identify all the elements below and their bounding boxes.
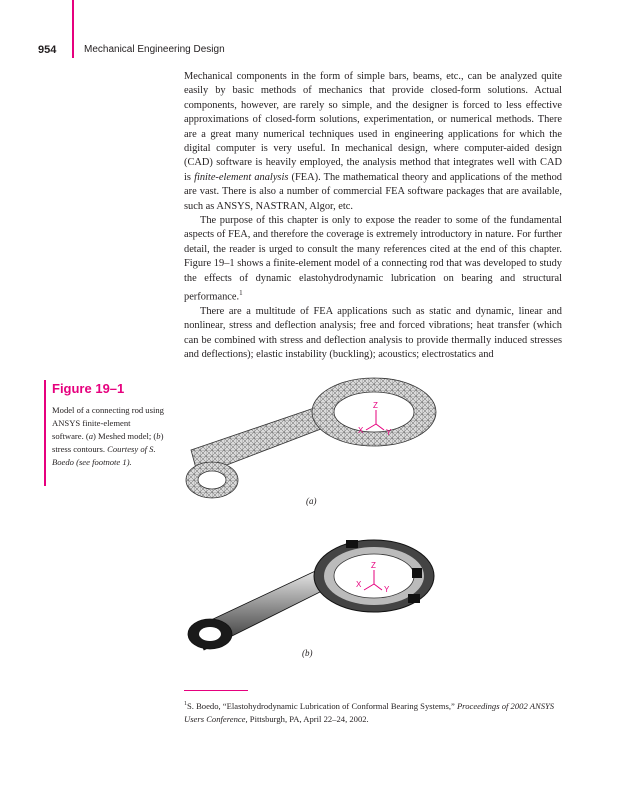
paragraph-1: Mechanical components in the form of simple bars, beams, etc., can be analyzed quite easily by basic methods of mechanics that provide closed-form solutions. Actual components, however, are rarely so simple, and the designer is forced to less effective approximations of closed-form solutions, experimentation, or numerical methods. There are a great many numerical techniques used in engineering applications for which the digital computer is very useful. In mechanical design, where computer-aided design (CAD) software is heavily employed, the analysis method that integrates well with CAD is finite-element analysis (FEA). The mathematical theory and applications of the method are vast. There is also a number of commercial FEA software packages that are available, such as ANSYS, NASTRAN, Algor, etc.: [184, 71, 563, 212]
axis-x-label-b: X: [356, 580, 362, 589]
footnote-rule: [184, 690, 248, 691]
figure-caption: Model of a connecting rod using ANSYS finite-element software. (a) Meshed model; (b) stress contours. Courtesy of S. Boedo (see footnote 1).: [52, 405, 164, 467]
caption-rule: [44, 380, 46, 486]
stress-contours-image: [176, 532, 456, 662]
page-number: 954: [38, 44, 57, 56]
axis-y-label-a: Y: [386, 428, 392, 437]
axis-y-label-b: Y: [384, 585, 390, 594]
meshed-model-image: [176, 372, 456, 502]
footnote-ref[interactable]: 1: [239, 289, 243, 298]
paragraph-3: There are a multitude of FEA applications such as static and dynamic, linear and nonlinear, stress and deflection analysis; free and forced vibrations; heat transfer (which can be combined with stress and deflection analysis to provide thermally induced stresses and deflections); elastic instability (buckling); acoustics; electrostatics and: [184, 305, 562, 361]
figure-title: Figure 19–1: [52, 381, 125, 396]
footnote: $^1$S. Boedo, “Elastohydrodynamic Lubrication of Conformal Bearing Systems,” Proceedings of 2002 ANSYS Users Conference, Pittsburgh, PA, April 22–24, 2002.: [184, 700, 555, 724]
subfigure-label-b: (b): [302, 648, 313, 658]
body-text: [184, 70, 562, 363]
paragraph-2: The purpose of this chapter is only to expose the reader to some of the fundamental aspects of FEA, and therefore the coverage is extremely introductory in nature. For further detail, the reader is urged to consult the many references cited at the end of this chapter. Figure 19–1 shows a finite-element model of a connecting rod that was developed to study the effects of dynamic elastohydrodynamic lubrication on bearing and structural performance.$^1$: [184, 215, 562, 303]
axis-x-label-a: X: [358, 426, 364, 435]
axis-z-label-a: Z: [373, 401, 378, 410]
axis-z-label-b: Z: [371, 561, 376, 570]
running-head: Mechanical Engineering Design: [84, 44, 225, 55]
header-rule: [72, 0, 74, 58]
subfigure-label-a: (a): [306, 496, 317, 506]
